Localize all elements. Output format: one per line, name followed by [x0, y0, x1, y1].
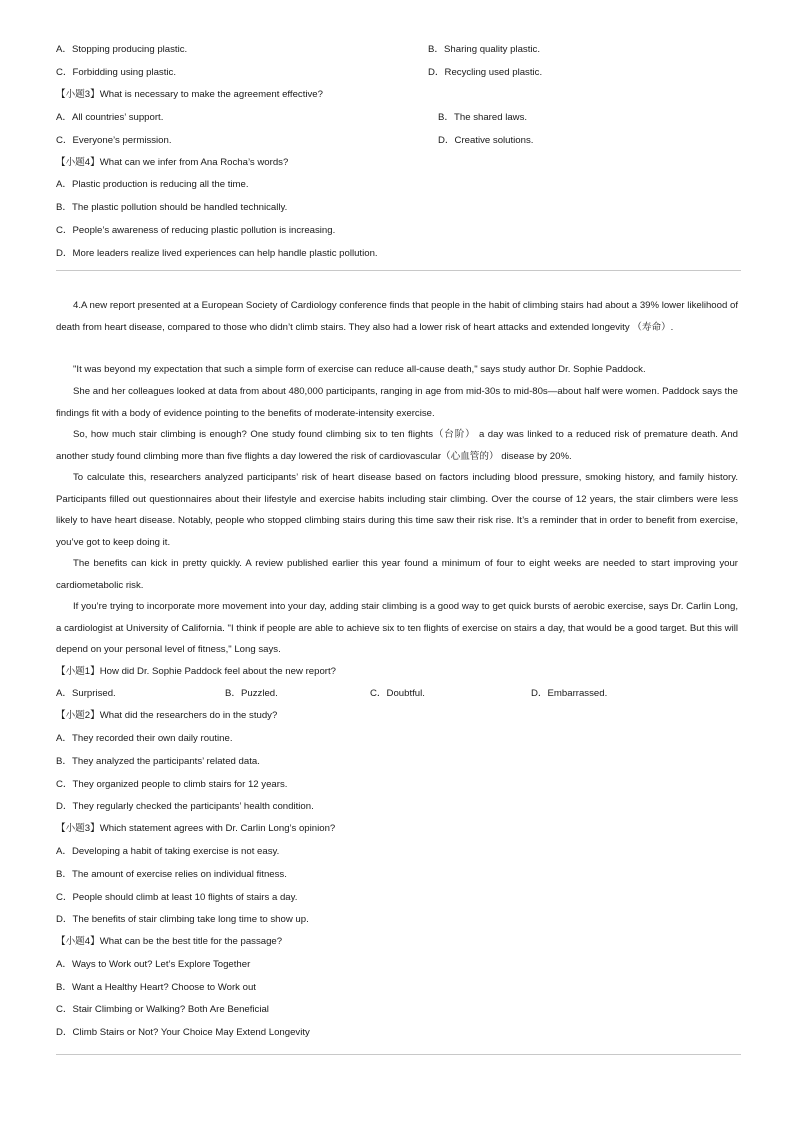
option-d: D．The benefits of stair climbing take long time to show up. [56, 914, 309, 925]
option-d: D．Climb Stairs or Not? Your Choice May Extend Longevity [56, 1027, 310, 1038]
section-divider [56, 1054, 741, 1055]
option-b: B．The shared laws. [438, 112, 528, 123]
option-b: B．Sharing quality plastic. [428, 44, 540, 55]
passage-paragraph: So, how much stair climbing is enough? One study found climbing six to ten flights（台阶） a day was linked to a reduced risk of premature death. And another study found climbing more than five flights a day lowered the risk of cardiovascular（心血管的） disease by 20%. [56, 429, 738, 462]
option-c: C．People should climb at least 10 flights of stairs a day. [56, 892, 298, 903]
option-c: C．Everyone’s permission. [56, 135, 172, 146]
passage-paragraph: "It was beyond my expectation that such a simple form of exercise can reduce all-cause death," says study author Dr. Sophie Paddock. [73, 364, 646, 375]
option-d: D．More leaders realize lived experiences can help handle plastic pollution. [56, 248, 378, 259]
option-b: B．They analyzed the participants’ related data. [56, 756, 260, 767]
option-c: C．People’s awareness of reducing plastic pollution is increasing. [56, 225, 336, 236]
question-stem: 【小题4】What can be the best title for the passage? [56, 936, 283, 947]
question-stem: 【小题4】What can we infer from Ana Rocha’s words? [56, 157, 289, 168]
option-a: A．They recorded their own daily routine. [56, 733, 233, 744]
passage-paragraph: She and her colleagues looked at data from about 480,000 participants, ranging in age from mid-30s to mid-80s—about half were women. Paddock says the findings fit with a body of evidence pointing to the benefits of moderate-intensity exercise. [56, 386, 738, 419]
option-a: A．Plastic production is reducing all the time. [56, 179, 249, 190]
option-b: B．The plastic pollution should be handled technically. [56, 202, 288, 213]
option-c: C．Forbidding using plastic. [56, 67, 176, 78]
option-b: B．Want a Healthy Heart? Choose to Work out [56, 982, 256, 993]
option-d: D．Recycling used plastic. [428, 67, 543, 78]
option-a: A．Surprised. [56, 688, 116, 699]
option-d: D．They regularly checked the participants’ health condition. [56, 801, 314, 812]
passage-paragraph: If you’re trying to incorporate more movement into your day, adding stair climbing is a good way to get quick bursts of aerobic exercise, says Dr. Carlin Long, a cardiologist at University of California. "I think if people are able to achieve six to ten flights of exercise on stairs a day, that would be a good target. But this will depend on your personal level of fitness," Long says. [56, 601, 738, 655]
passage-paragraph: The benefits can kick in pretty quickly. A review published earlier this year found a minimum of four to eight weeks are needed to start improving your cardiometabolic risk. [56, 558, 738, 591]
question-stem: 【小题1】How did Dr. Sophie Paddock feel about the new report? [56, 666, 336, 677]
option-d: D．Creative solutions. [438, 135, 534, 146]
option-b: B．Puzzled. [225, 688, 278, 699]
option-c: C．Stair Climbing or Walking? Both Are Beneficial [56, 1004, 269, 1015]
option-c: C．Doubtful. [370, 688, 425, 699]
option-a: A．All countries’ support. [56, 112, 164, 123]
option-a: A．Stopping producing plastic. [56, 44, 188, 55]
passage-paragraph: To calculate this, researchers analyzed participants’ risk of heart disease based on factors including blood pressure, smoking history, and family history. Participants filled out questionnaires about their lifestyle and exercise habits including stair climbing. Over the course of 12 years, the stair climbers were less likely to have heart disease. Notably, people who stopped climbing stairs during this time saw their risk rise. It’s a reminder that in order to benefit from exercise, you’ve got to keep doing it. [56, 472, 738, 548]
question-stem: 【小题3】What is necessary to make the agreement effective? [56, 89, 323, 100]
question-stem: 【小题2】What did the researchers do in the study? [56, 710, 278, 721]
option-a: A．Ways to Work out? Let’s Explore Together [56, 959, 251, 970]
passage-paragraph: 4.A new report presented at a European Society of Cardiology conference finds that people in the habit of climbing stairs had about a 39% lower likelihood of death from heart disease, compared to those who didn’t climb stairs. They also had a lower risk of heart attacks and extended longevity （寿命）. [56, 300, 738, 333]
option-d: D．Embarrassed. [531, 688, 608, 699]
section-divider [56, 270, 741, 271]
option-b: B．The amount of exercise relies on individual fitness. [56, 869, 287, 880]
option-c: C．They organized people to climb stairs for 12 years. [56, 779, 288, 790]
option-a: A．Developing a habit of taking exercise is not easy. [56, 846, 280, 857]
question-stem: 【小题3】Which statement agrees with Dr. Carlin Long’s opinion? [56, 823, 336, 834]
